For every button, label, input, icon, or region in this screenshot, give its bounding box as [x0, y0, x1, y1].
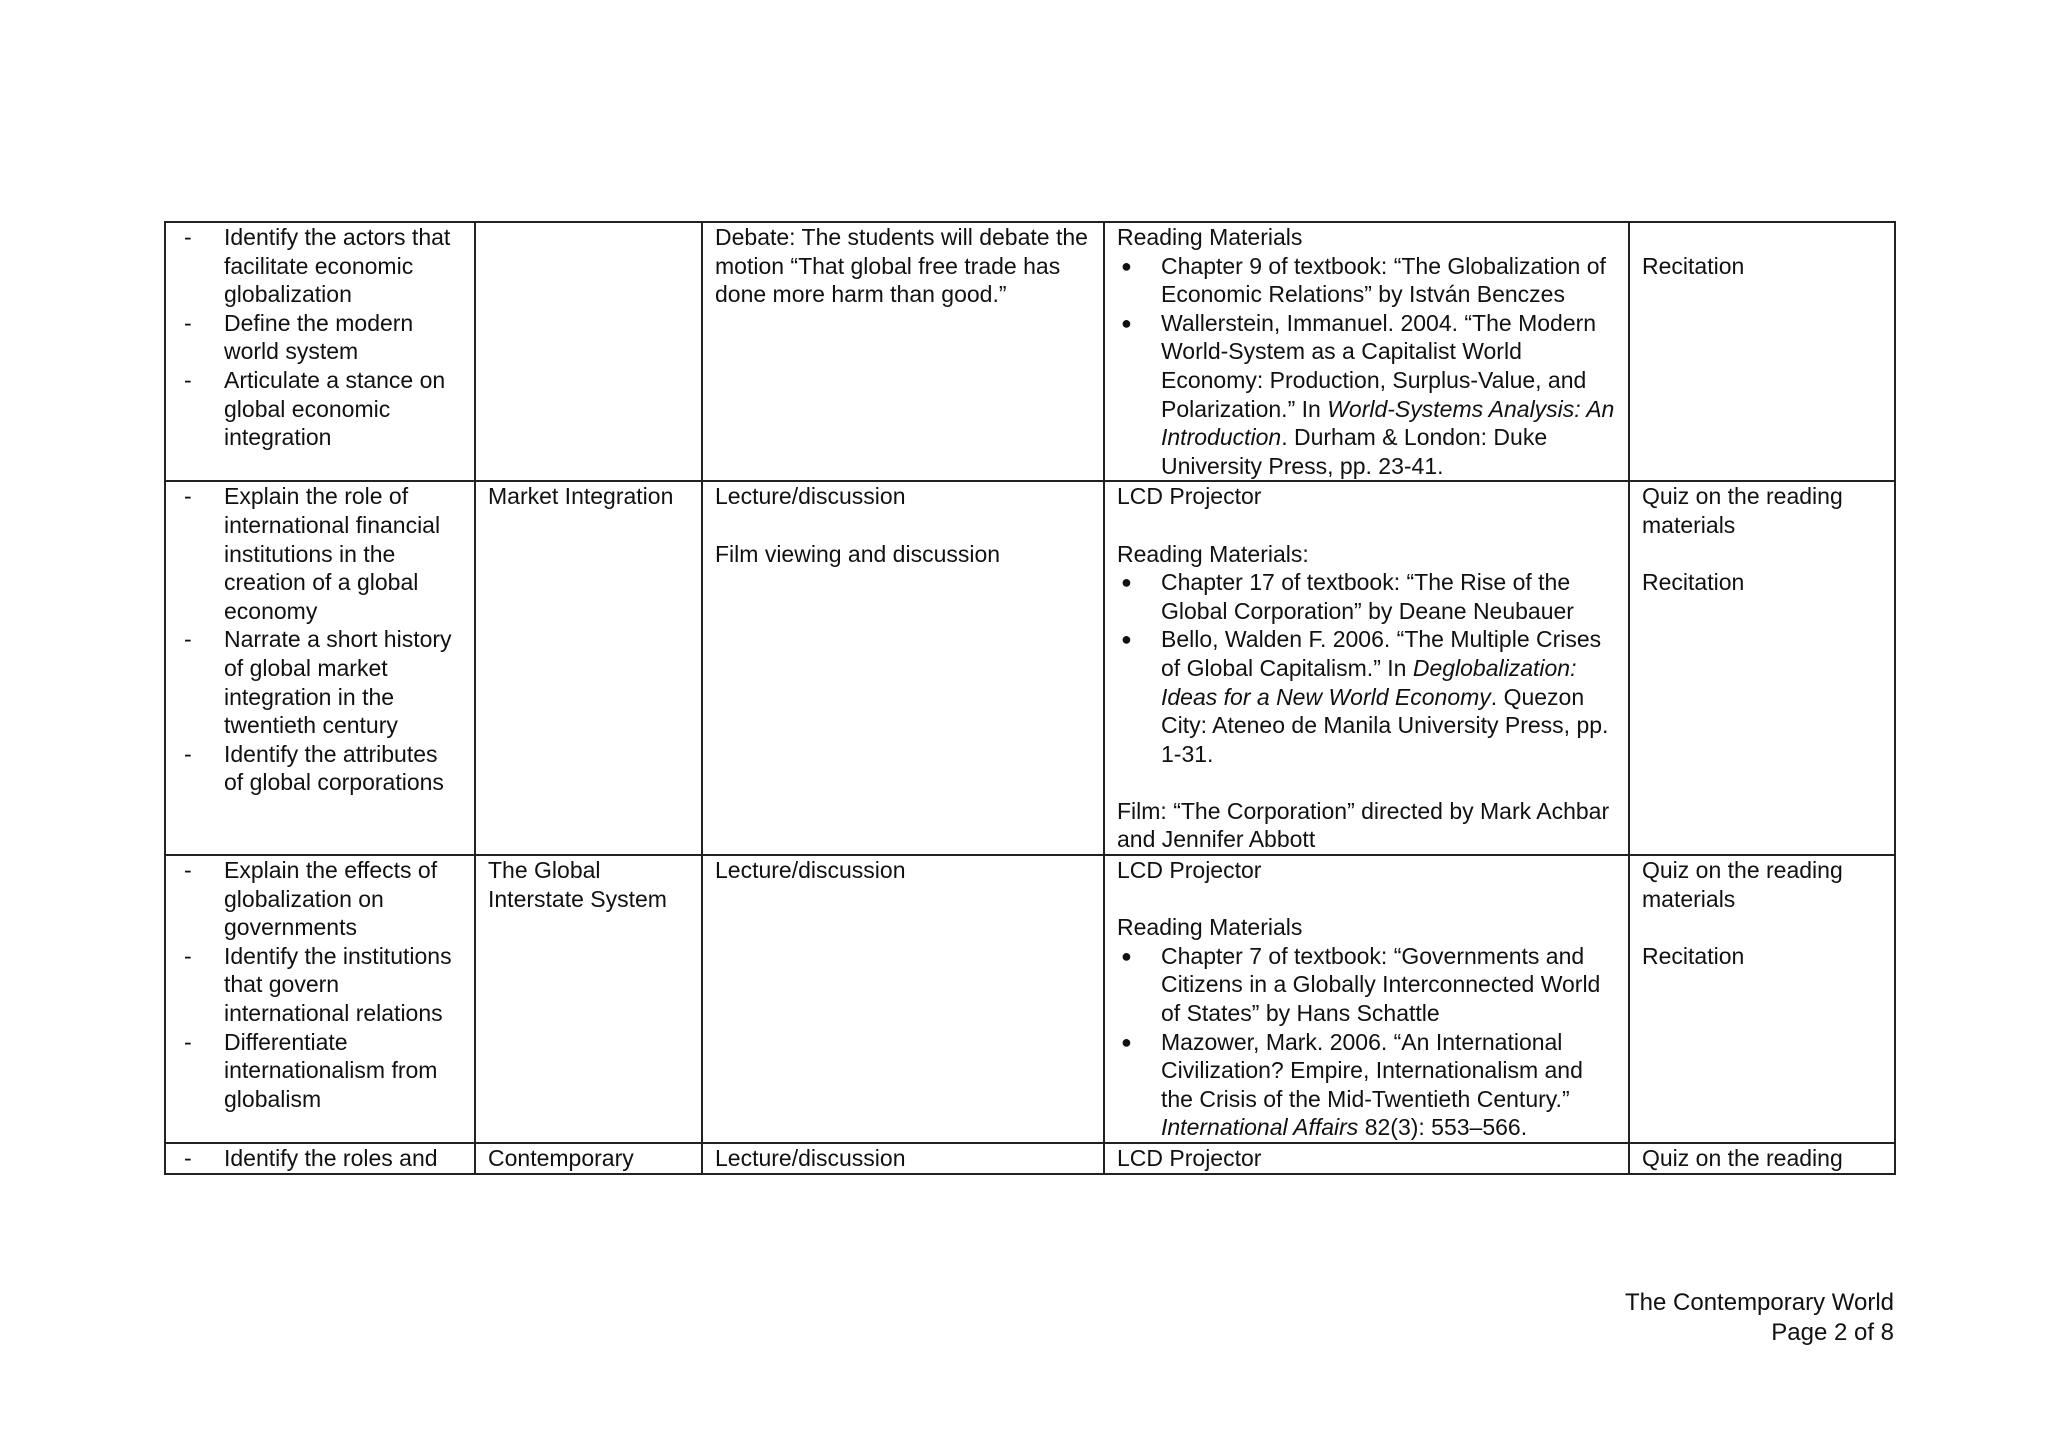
assessment-cell — [1629, 1143, 1895, 1174]
objective-item — [178, 223, 462, 309]
assessment-text: Recitation — [1642, 942, 1745, 969]
activity-text: Debate: The students will debate the motion “That global free trade has done more harm than good.” — [715, 224, 1088, 308]
objective-text: Explain the effects of globalization on governments — [224, 857, 438, 941]
objective-item — [178, 625, 462, 739]
footer-page-number: Page 2 of 8 — [1771, 1319, 1894, 1346]
resources-cell — [1104, 481, 1629, 855]
reading-title-italic: Deglobalization: Ideas for a New World Economy — [1161, 654, 1577, 710]
dash-marker: - — [184, 942, 192, 969]
objective-item — [178, 1144, 462, 1173]
reading-text: 82(3): 553–566. — [1358, 1114, 1528, 1141]
bullet-marker: ● — [1121, 312, 1132, 333]
dash-marker: - — [184, 224, 192, 250]
assessment-text: Quiz on the reading materials — [1642, 483, 1843, 538]
topic-cell — [475, 855, 702, 1143]
film-resource: Film: “The Corporation” directed by Mark Achbar and Jennifer Abbott — [1117, 797, 1610, 853]
objectives-list — [178, 223, 462, 452]
activity-text: Lecture/discussion — [715, 857, 906, 884]
reading-item — [1117, 309, 1616, 481]
topic-text: Contemporary — [488, 1145, 634, 1171]
reading-item — [1117, 1028, 1616, 1142]
objective-item — [178, 1028, 462, 1114]
bullet-marker: ● — [1121, 1031, 1132, 1052]
blank-line — [1117, 511, 1616, 540]
reading-text: Wallerstein, Immanuel. 2004. “The Modern World-System as a Capitalist World Economy: Production, Surplus-Value, and Polarization.” In — [1161, 309, 1597, 422]
reading-materials-label: Reading Materials: — [1117, 540, 1309, 567]
reading-materials-label: Reading Materials — [1117, 224, 1303, 250]
dash-marker: - — [184, 626, 192, 653]
assessment-text: Recitation — [1642, 569, 1745, 596]
resource-line: LCD Projector — [1117, 483, 1262, 510]
activities-cell — [702, 855, 1104, 1143]
assessment-text: Recitation — [1642, 252, 1745, 279]
resource-line: LCD Projector — [1117, 1145, 1262, 1171]
dash-marker: - — [184, 1145, 192, 1171]
bullet-marker: ● — [1121, 572, 1132, 593]
activity-text: Film viewing and discussion — [715, 540, 1001, 567]
activity-text: Lecture/discussion — [715, 1145, 906, 1171]
reading-title-italic: World-Systems Analysis: An Introduction — [1161, 395, 1615, 451]
reading-materials-label: Reading Materials — [1117, 914, 1303, 941]
table-row — [165, 481, 1895, 855]
topic-text: Market Integration — [488, 483, 674, 510]
table-row — [165, 222, 1895, 481]
reading-item — [1117, 252, 1616, 309]
activity-text: Lecture/discussion — [715, 483, 906, 510]
reading-item — [1117, 942, 1616, 1028]
objectives-cell — [165, 222, 475, 481]
resources-cell — [1104, 1143, 1629, 1174]
dash-marker: - — [184, 366, 192, 393]
objective-item — [178, 856, 462, 942]
table-row — [165, 855, 1895, 1143]
objective-item — [178, 309, 462, 366]
reading-text: Chapter 7 of textbook: “Governments and Citizens in a Globally Interconnected World of States” by Hans Schattle — [1161, 942, 1601, 1027]
bullet-marker: ● — [1121, 255, 1132, 276]
blank-line — [715, 511, 1091, 540]
dash-marker: - — [184, 740, 192, 767]
dash-marker: - — [184, 1028, 192, 1055]
topic-cell — [475, 222, 702, 481]
blank-line — [1117, 768, 1616, 797]
bullet-marker: ● — [1121, 629, 1132, 650]
assessment-text: Quiz on the reading materials — [1642, 857, 1843, 912]
blank-line — [1642, 540, 1882, 569]
objective-text: Narrate a short history of global market integration in the twentieth century — [224, 626, 452, 739]
syllabus-table — [164, 221, 1896, 1175]
objective-text: Differentiate internationalism from globalism — [224, 1028, 438, 1112]
reading-item — [1117, 625, 1616, 768]
topic-cell — [475, 1143, 702, 1174]
objective-text: Identify the institutions that govern international relations — [224, 942, 452, 1027]
table-row — [165, 1143, 1895, 1174]
assessment-cell — [1629, 855, 1895, 1143]
footer-course-title: The Contemporary World — [1625, 1289, 1894, 1316]
reading-text: Bello, Walden F. 2006. “The Multiple Crises of Global Capitalism.” In — [1161, 626, 1602, 681]
resources-cell — [1104, 855, 1629, 1143]
objectives-list — [178, 482, 462, 797]
resources-cell — [1104, 222, 1629, 481]
topic-cell — [475, 481, 702, 855]
activities-cell — [702, 1143, 1104, 1174]
reading-text: Mazower, Mark. 2006. “An International Civilization? Empire, Internationalism and the Crisis of the Mid-Twentieth Century.” — [1161, 1028, 1583, 1112]
objective-text: Explain the role of international financial institutions in the creation of a global economy — [224, 483, 441, 624]
objectives-cell — [165, 855, 475, 1143]
dash-marker: - — [184, 483, 192, 510]
readings-list — [1117, 252, 1616, 481]
reading-text: Chapter 9 of textbook: “The Globalization of Economic Relations” by István Benczes — [1161, 252, 1606, 308]
objective-text: Define the modern world system — [224, 309, 414, 365]
assessment-text: Quiz on the reading — [1642, 1145, 1843, 1171]
blank-line — [1642, 913, 1882, 942]
resource-line: LCD Projector — [1117, 857, 1262, 884]
objectives-list — [178, 1144, 462, 1173]
activities-cell — [702, 481, 1104, 855]
objective-text: Identify the attributes of global corporations — [224, 740, 444, 796]
objective-item — [178, 482, 462, 625]
objective-item — [178, 366, 462, 452]
dash-marker: - — [184, 309, 192, 336]
assessment-cell — [1629, 481, 1895, 855]
objectives-cell — [165, 481, 475, 855]
objective-text: Identify the actors that facilitate economic globalization — [224, 224, 451, 308]
dash-marker: - — [184, 857, 192, 884]
assessment-cell — [1629, 222, 1895, 481]
reading-item — [1117, 568, 1616, 625]
page-footer — [1625, 1288, 1894, 1348]
readings-list — [1117, 942, 1616, 1142]
topic-text: The Global Interstate System — [488, 857, 667, 912]
reading-text: Chapter 17 of textbook: “The Rise of the Global Corporation” by Deane Neubauer — [1161, 569, 1574, 624]
readings-list — [1117, 568, 1616, 768]
objective-text: Identify the roles and — [224, 1145, 438, 1171]
objective-item — [178, 740, 462, 797]
objective-item — [178, 942, 462, 1028]
blank-line — [1642, 223, 1882, 252]
reading-title-italic: International Affairs — [1161, 1114, 1359, 1141]
objective-text: Articulate a stance on global economic integration — [224, 366, 446, 451]
activities-cell — [702, 222, 1104, 481]
bullet-marker: ● — [1121, 945, 1132, 966]
objectives-cell — [165, 1143, 475, 1174]
reading-text: . Quezon City: Ateneo de Manila University Press, pp. 1-31. — [1161, 683, 1609, 767]
reading-text: . Durham & London: Duke University Press, pp. 23-41. — [1161, 424, 1548, 479]
objectives-list — [178, 856, 462, 1113]
blank-line — [1117, 885, 1616, 914]
